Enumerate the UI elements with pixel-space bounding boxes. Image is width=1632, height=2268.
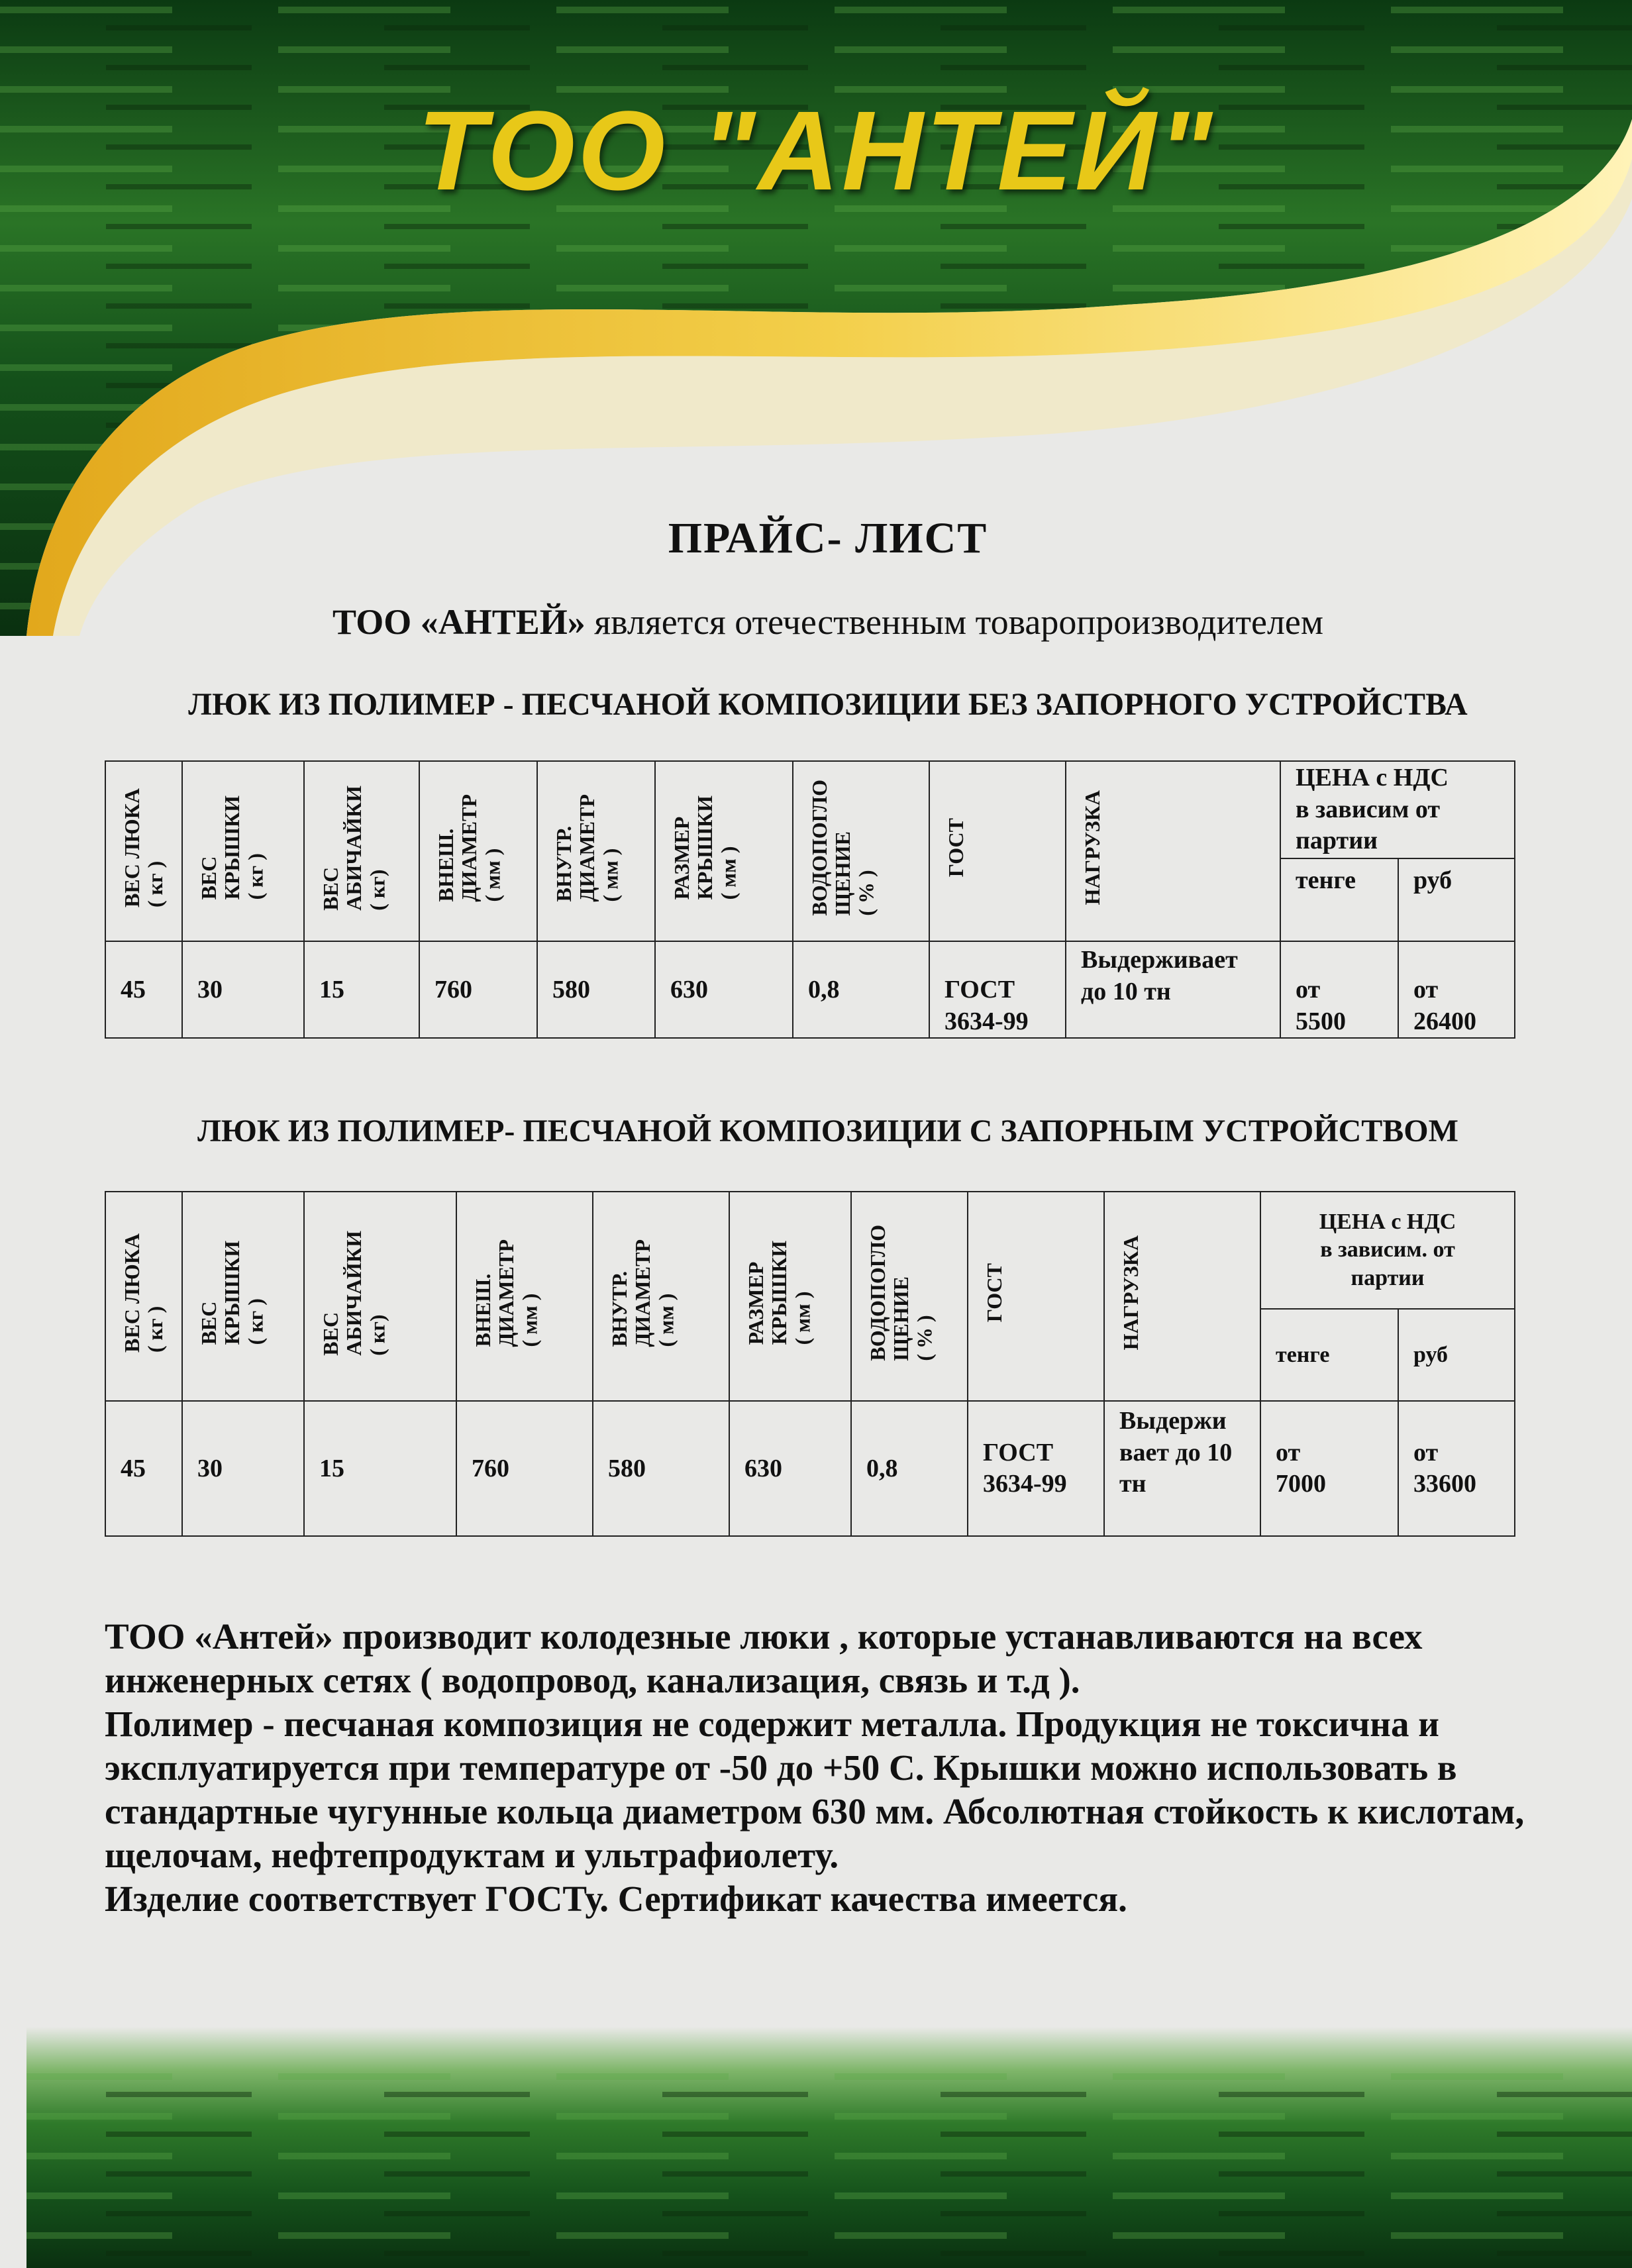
price-table-with-lock xyxy=(105,1191,1515,1537)
header-price: ЦЕНА с НДС в зависим от партии xyxy=(1280,761,1515,858)
cell-inner-diameter: 580 xyxy=(593,1401,729,1536)
table-row xyxy=(105,941,1515,1038)
description-paragraph-1: ТОО «Антей» производит колодезные люки , которые устанавливаются на всех инженерных сетях ( водопровод, канализация, связь и т.д ). xyxy=(105,1616,1423,1700)
cell-weight-hatch: 45 xyxy=(105,941,182,1038)
cell-load: Выдерживает до 10 тн xyxy=(1066,941,1280,1038)
cell-cover-size: 630 xyxy=(729,1401,851,1536)
header-outer-diameter: ВНЕШ. ДИАМЕТР ( мм ) xyxy=(456,1192,593,1401)
price-table-without-lock xyxy=(105,760,1515,1039)
cell-outer-diameter: 760 xyxy=(419,941,537,1038)
header-load: НАГРУЗКА xyxy=(1066,761,1280,941)
company-logo-text: ТОО "АНТЕЙ" xyxy=(417,88,1215,214)
header-gost: ГОСТ xyxy=(968,1192,1104,1401)
cell-weight-shell: 15 xyxy=(304,1401,456,1536)
cell-price-tenge: от 7000 xyxy=(1260,1401,1398,1536)
cell-weight-cover: 30 xyxy=(182,941,304,1038)
cell-water-absorption: 0,8 xyxy=(793,941,929,1038)
header-weight-cover: ВЕС КРЫШКИ ( кг ) xyxy=(182,1192,304,1401)
cell-water-absorption: 0,8 xyxy=(851,1401,968,1536)
header-cover-size: РАЗМЕР КРЫШКИ ( мм ) xyxy=(729,1192,851,1401)
cell-price-rub: от 26400 xyxy=(1398,941,1515,1038)
product-description xyxy=(105,1615,1582,1921)
cell-gost: ГОСТ 3634-99 xyxy=(929,941,1066,1038)
header-load: НАГРУЗКА xyxy=(1104,1192,1260,1401)
header-price-rub: руб xyxy=(1398,1309,1515,1401)
description-paragraph-3: Изделие соответствует ГОСТу. Сертификат качества имеется. xyxy=(105,1879,1127,1919)
header-weight-shell: ВЕС АБИЧАЙКИ ( кг) xyxy=(304,761,419,941)
cell-price-rub: от 33600 xyxy=(1398,1401,1515,1536)
header-weight-shell: ВЕС АБИЧАЙКИ ( кг) xyxy=(304,1192,456,1401)
section-title-without-lock: ЛЮК ИЗ ПОЛИМЕР - ПЕСЧАНОЙ КОМПОЗИЦИИ БЕЗ ЗАПОРНОГО УСТРОЙСТВА xyxy=(188,687,1468,722)
header-water-absorption: ВОДОПОГЛО ЩЕНИЕ ( % ) xyxy=(851,1192,968,1401)
table-row xyxy=(105,1401,1515,1536)
header-gost: ГОСТ xyxy=(929,761,1066,941)
header-inner-diameter: ВНУТР. ДИАМЕТР ( мм ) xyxy=(537,761,655,941)
table-header-row xyxy=(105,761,1515,858)
cell-inner-diameter: 580 xyxy=(537,941,655,1038)
footer-background xyxy=(0,2027,1632,2268)
header-price-tenge: тенге xyxy=(1280,858,1398,941)
header-inner-diameter: ВНУТР. ДИАМЕТР ( мм ) xyxy=(593,1192,729,1401)
producer-statement xyxy=(0,601,1632,643)
price-list-title: ПРАЙС- ЛИСТ xyxy=(668,514,988,562)
header-weight-hatch: ВЕС ЛЮКА ( кг ) xyxy=(105,1192,182,1401)
cell-weight-hatch: 45 xyxy=(105,1401,182,1536)
cell-weight-cover: 30 xyxy=(182,1401,304,1536)
producer-statement-text: является отечественным товаропроизводителем xyxy=(585,602,1324,642)
header-cover-size: РАЗМЕР КРЫШКИ ( мм ) xyxy=(655,761,793,941)
header-price: ЦЕНА с НДС в зависим. от партии xyxy=(1260,1192,1515,1309)
table-header-row xyxy=(105,1192,1515,1309)
header-weight-cover: ВЕС КРЫШКИ ( кг ) xyxy=(182,761,304,941)
cell-load: Выдержи вает до 10 тн xyxy=(1104,1401,1260,1536)
cell-weight-shell: 15 xyxy=(304,941,419,1038)
description-paragraph-2: Полимер - песчаная композиция не содержит металла. Продукция не токсична и эксплуатируется при температуре от -50 до +50 С. Крышки можно использовать в стандартные чугунные кольца диаметром 630 мм. Абсолютная стойкость к кислотам, щелочам, нефтепродуктам и ультрафиолету. xyxy=(105,1704,1525,1875)
section-title-with-lock: ЛЮК ИЗ ПОЛИМЕР- ПЕСЧАНОЙ КОМПОЗИЦИИ С ЗАПОРНЫМ УСТРОЙСТВОМ xyxy=(197,1113,1458,1149)
header-price-tenge: тенге xyxy=(1260,1309,1398,1401)
cell-price-tenge: от 5500 xyxy=(1280,941,1398,1038)
cell-cover-size: 630 xyxy=(655,941,793,1038)
header-price-rub: руб xyxy=(1398,858,1515,941)
company-name: ТОО «АНТЕЙ» xyxy=(332,602,586,642)
cell-gost: ГОСТ 3634-99 xyxy=(968,1401,1104,1536)
cell-outer-diameter: 760 xyxy=(456,1401,593,1536)
header-water-absorption: ВОДОПОГЛО ЩЕНИЕ ( % ) xyxy=(793,761,929,941)
header-outer-diameter: ВНЕШ. ДИАМЕТР ( мм ) xyxy=(419,761,537,941)
header-weight-hatch: ВЕС ЛЮКА ( кг ) xyxy=(105,761,182,941)
